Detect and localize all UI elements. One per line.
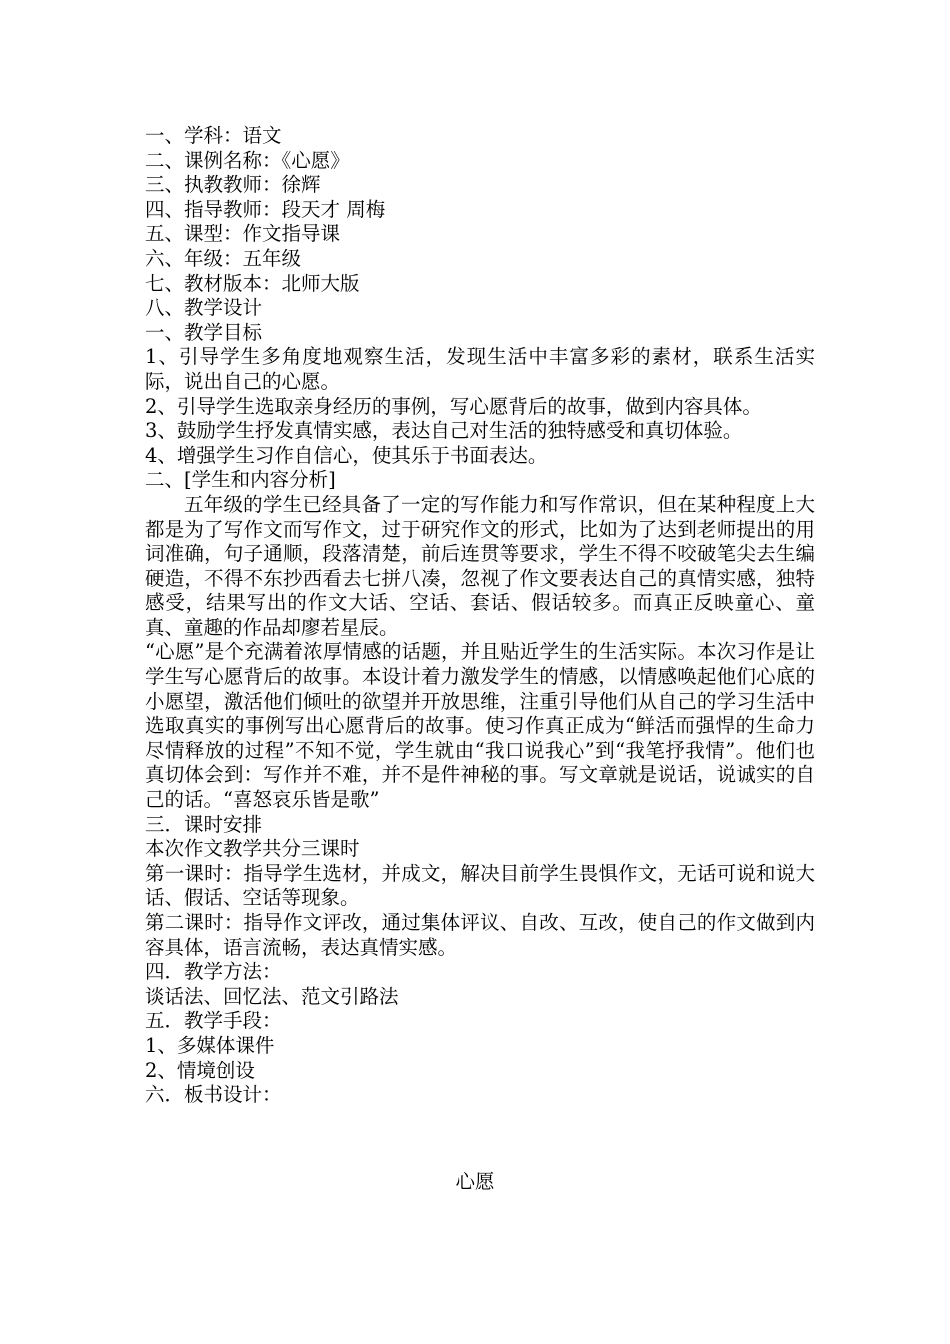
schedule-heading: 三．课时安排	[145, 812, 263, 836]
lesson-type-line: 五、课型：作文指导课	[145, 222, 341, 246]
methods-text: 谈话法、回忆法、范文引路法	[145, 984, 399, 1008]
board-heading: 六．板书设计：	[145, 1083, 282, 1107]
grade-line: 六、年级：五年级	[145, 246, 302, 270]
methods-heading: 四．教学方法：	[145, 960, 282, 984]
means-heading: 五．教学手段：	[145, 1009, 282, 1033]
schedule-second: 第二课时：指导作文评改，通过集体评议、自改、互改，使自己的作文做到内容具体，语言流畅，表达真情实感。	[145, 911, 815, 959]
lesson-name-line: 二、课例名称：《心愿》	[145, 148, 350, 172]
textbook-line: 七、教材版本：北师大版	[145, 271, 360, 295]
teacher-line: 三、执教教师：徐辉	[145, 173, 321, 197]
goals-heading: 一、教学目标	[145, 320, 263, 344]
goal-item: 1、引导学生多角度地观察生活，发现生活中丰富多彩的素材，联系生活实际，说出自己的心愿。	[145, 345, 815, 393]
analysis-heading: 二、[学生和内容分析]	[145, 468, 336, 492]
schedule-intro: 本次作文教学共分三课时	[145, 837, 360, 861]
analysis-paragraph: “心愿”是个充满着浓厚情感的话题，并且贴近学生的生活实际。本次习作是让学生写心愿背后的故事。本设计着力激发学生的情感，以情感唤起他们心底的小愿望，激活他们倾吐的欲望并开放思维，注重引导他们从自己的学习生活中选取真实的事例写出心愿背后的故事。使习作真正成为“鲜活而强悍的生命力尽情释放的过程”不知不觉，学生就由“我口说我心”到“我笔抒我情”。他们也真切体会到：写作并不难，并不是件神秘的事。写文章就是说话，说诚实的自己的话。“喜怒哀乐皆是歌”	[145, 640, 815, 812]
means-item: 1、多媒体课件	[145, 1033, 275, 1057]
advisor-line: 四、指导教师：段天才 周梅	[145, 197, 386, 221]
board-title: 心愿	[455, 1170, 495, 1193]
means-item: 2、情境创设	[145, 1058, 255, 1082]
design-heading: 八、教学设计	[145, 296, 263, 320]
goal-item: 3、鼓励学生抒发真情实感，表达自己对生活的独特感受和真切体验。	[145, 419, 743, 443]
goal-item: 4、增强学生习作自信心，使其乐于书面表达。	[145, 443, 548, 467]
document-body	[145, 124, 815, 1108]
schedule-first: 第一课时：指导学生选材，并成文，解决目前学生畏惧作文，无话可说和说大话、假话、空话等现象。	[145, 861, 815, 910]
goal-item: 2、引导学生选取亲身经历的事例，写心愿背后的故事，做到内容具体。	[145, 394, 762, 418]
analysis-paragraph: 五年级的学生已经具备了一定的写作能力和写作常识，但在某种程度上大都是为了写作文而写作文，过于研究作文的形式，比如为了达到老师提出的用词准确，句子通顺，段落清楚，前后连贯等要求，学生不得不咬破笔尖去生编硬造，不得不东抄西看去七拼八凑，忽视了作文要表达自己的真情实感，独特感受，结果写出的作文大话、空话、套话、假话较多。而真正反映童心、童真、童趣的作品却廖若星辰。	[145, 492, 815, 639]
subject-line: 一、学科：语文	[145, 124, 282, 147]
